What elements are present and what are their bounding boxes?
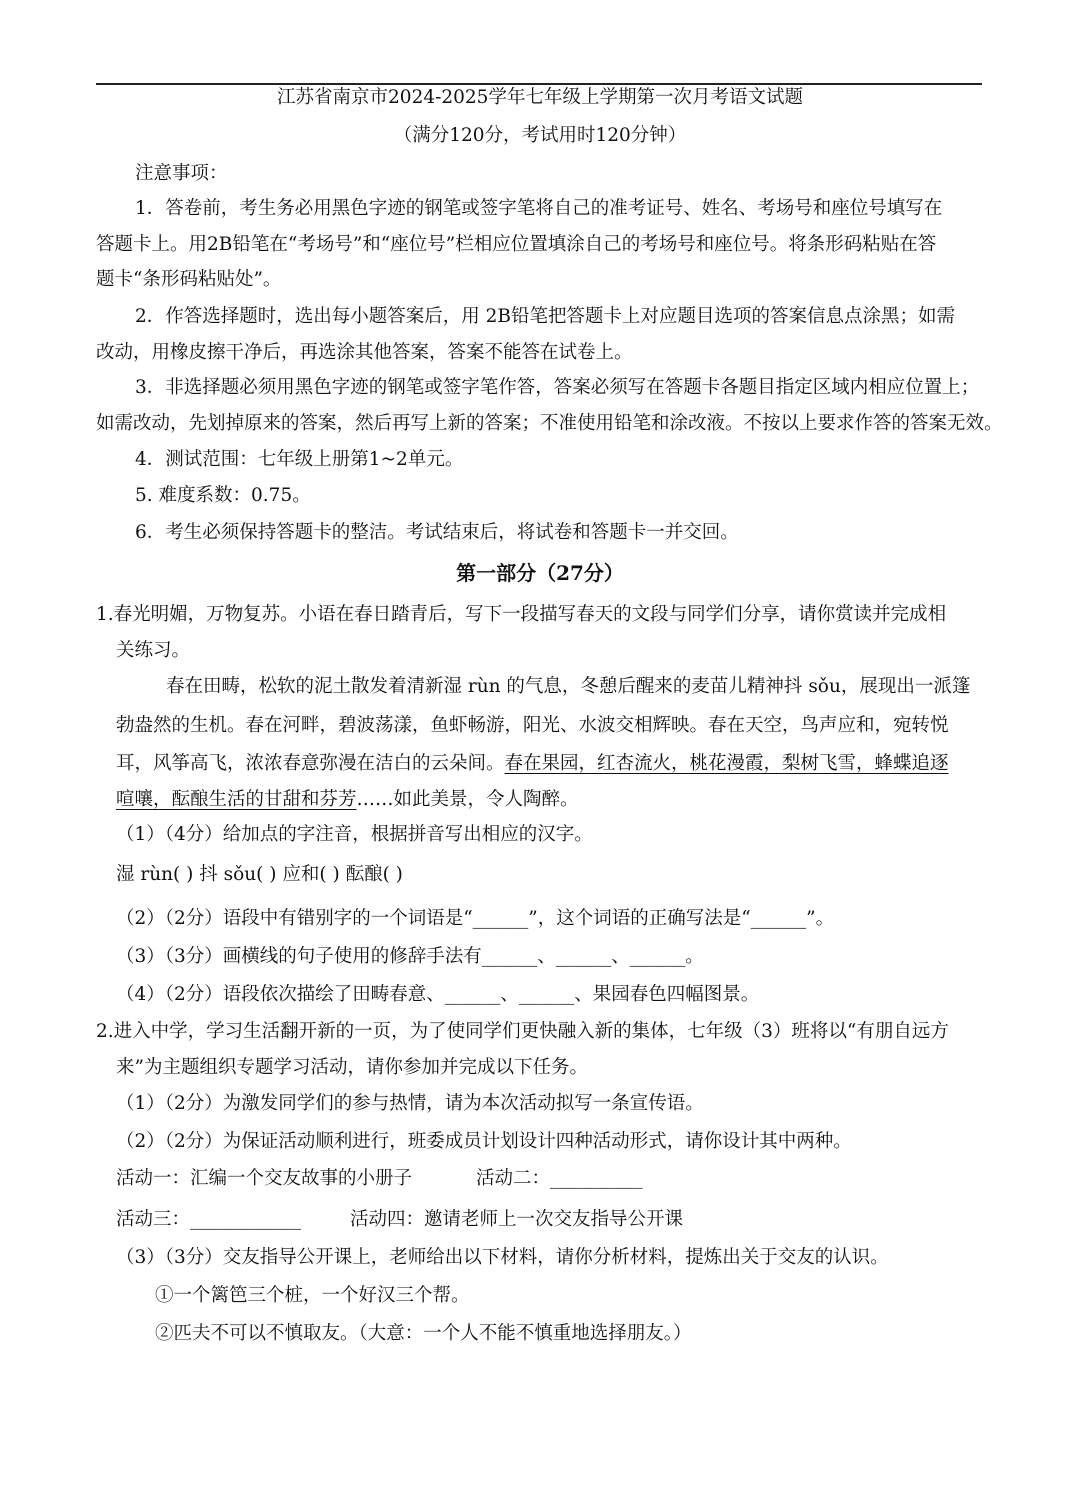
- q1-sub2: （2）（2分）语段中有错别字的一个词语是“______”，这个词语的正确写法是“______”。: [116, 908, 835, 929]
- q1-intro: 1.春光明媚，万物复苏。小语在春日踏青后，写下一段描写春天的文段与同学们分享，请你赏读并完成相: [96, 604, 947, 625]
- activity-3: 活动三：____________: [116, 1209, 302, 1230]
- q2-sub1: （1）（2分）为激发同学们的参与热情，请为本次活动拟写一条宣传语。: [116, 1093, 704, 1114]
- q1-sub4: （4）（2分）语段依次描绘了田畴春意、______、______、果园春色四幅图景。: [116, 984, 760, 1005]
- q2-sub2: （2）（2分）为保证活动顺利进行，班委成员计划设计四种活动形式，请你设计其中两种。: [116, 1131, 852, 1152]
- underlined-sentence: 春在果园，红杏流火，桃花漫霞，梨树飞雪，蜂蝶追逐: [504, 753, 949, 774]
- q1-sub1: （1）（4分）给加点的字注音，根据拼音写出相应的汉字。: [116, 824, 593, 845]
- notice-line: 改动，用橡皮擦干净后，再选涂其他答案，答案不能答在试卷上。: [96, 342, 633, 363]
- q2-sub3: （3）（3分）交友指导公开课上，老师给出以下材料，请你分析材料，提炼出关于交友的认识。: [116, 1247, 889, 1268]
- notice-line: 5. 难度系数：0.75。: [135, 485, 311, 506]
- q2-intro: 来”为主题组织专题学习活动，请你参加并完成以下任务。: [116, 1057, 588, 1078]
- q2-intro: 2.进入中学，学习生活翻开新的一页，为了使同学们更快融入新的集体，七年级（3）班将以“有朋自远方: [96, 1021, 949, 1042]
- q1-intro: 关练习。: [116, 640, 191, 661]
- material-2: ②匹夫不可以不慎取友。（大意：一个人不能不慎重地选择朋友。）: [155, 1323, 692, 1344]
- passage-line: [116, 788, 579, 812]
- exam-title: 江苏省南京市2024-2025学年七年级上学期第一次月考语文试题: [277, 87, 803, 108]
- notice-line: 答题卡上。用2B铅笔在“考场号”和“座位号”栏相应位置填涂自己的考场号和座位号。将条形码粘贴在答: [96, 234, 937, 255]
- passage-text: 耳，风筝高飞，浓浓春意弥漫在洁白的云朵间。: [116, 753, 505, 774]
- notice-line: 1．答卷前，考生务必用黑色字迹的钢笔或签字笔将自己的准考证号、姓名、考场号和座位号填写在: [135, 198, 943, 219]
- q1-sub1-items: 湿 rùn( ) 抖 sǒu( ) 应和( ) 酝酿( ): [116, 864, 403, 885]
- activity-2: 活动二：__________: [476, 1168, 643, 1189]
- top-rule: [96, 83, 982, 85]
- passage-line: [116, 752, 949, 776]
- notice-line: 4．测试范围：七年级上册第1~2单元。: [135, 449, 464, 470]
- exam-subtitle: （满分120分，考试用时120分钟）: [393, 125, 687, 146]
- part1-heading: 第一部分（27分）: [456, 561, 624, 585]
- notice-line: 2．作答选择题时，选出每小题答案后，用 2B铅笔把答题卡上对应题目选项的答案信息点涂黑；如需: [135, 306, 956, 327]
- material-1: ①一个篱笆三个桩，一个好汉三个帮。: [155, 1285, 470, 1306]
- underlined-sentence: 喧嚷，酝酿生活的甘甜和芬芳: [116, 789, 357, 810]
- notice-line: 6．考生必须保持答题卡的整洁。考试结束后，将试卷和答题卡一并交回。: [135, 522, 739, 543]
- passage-text: ……如此美景，令人陶醉。: [356, 789, 579, 810]
- activity-1: 活动一：汇编一个交友故事的小册子: [116, 1168, 413, 1189]
- notice-line: 题卡“条形码粘贴处”。: [96, 269, 282, 290]
- notice-heading: 注意事项：: [135, 163, 228, 184]
- notice-line: 如需改动，先划掉原来的答案，然后再写上新的答案；不准使用铅笔和涂改液。不按以上要求作答的答案无效。: [96, 413, 1003, 434]
- passage-line: 勃盎然的生机。春在河畔，碧波荡漾，鱼虾畅游，阳光、水波交相辉映。春在天空，鸟声应和，宛转悦: [116, 715, 949, 736]
- notice-line: 3．非选择题必须用黑色字迹的钢笔或签字笔作答，答案必须写在答题卡各题目指定区域内相应位置上；: [135, 377, 980, 398]
- q1-sub3: （3）（3分）画横线的句子使用的修辞手法有______、______、______。: [116, 946, 704, 967]
- activity-4: 活动四：邀请老师上一次交友指导公开课: [350, 1209, 684, 1230]
- passage-line: 春在田畴，松软的泥土散发着清新湿 rùn 的气息，冬憩后醒来的麦苗儿精神抖 sǒu，展现出一派篷: [166, 676, 971, 697]
